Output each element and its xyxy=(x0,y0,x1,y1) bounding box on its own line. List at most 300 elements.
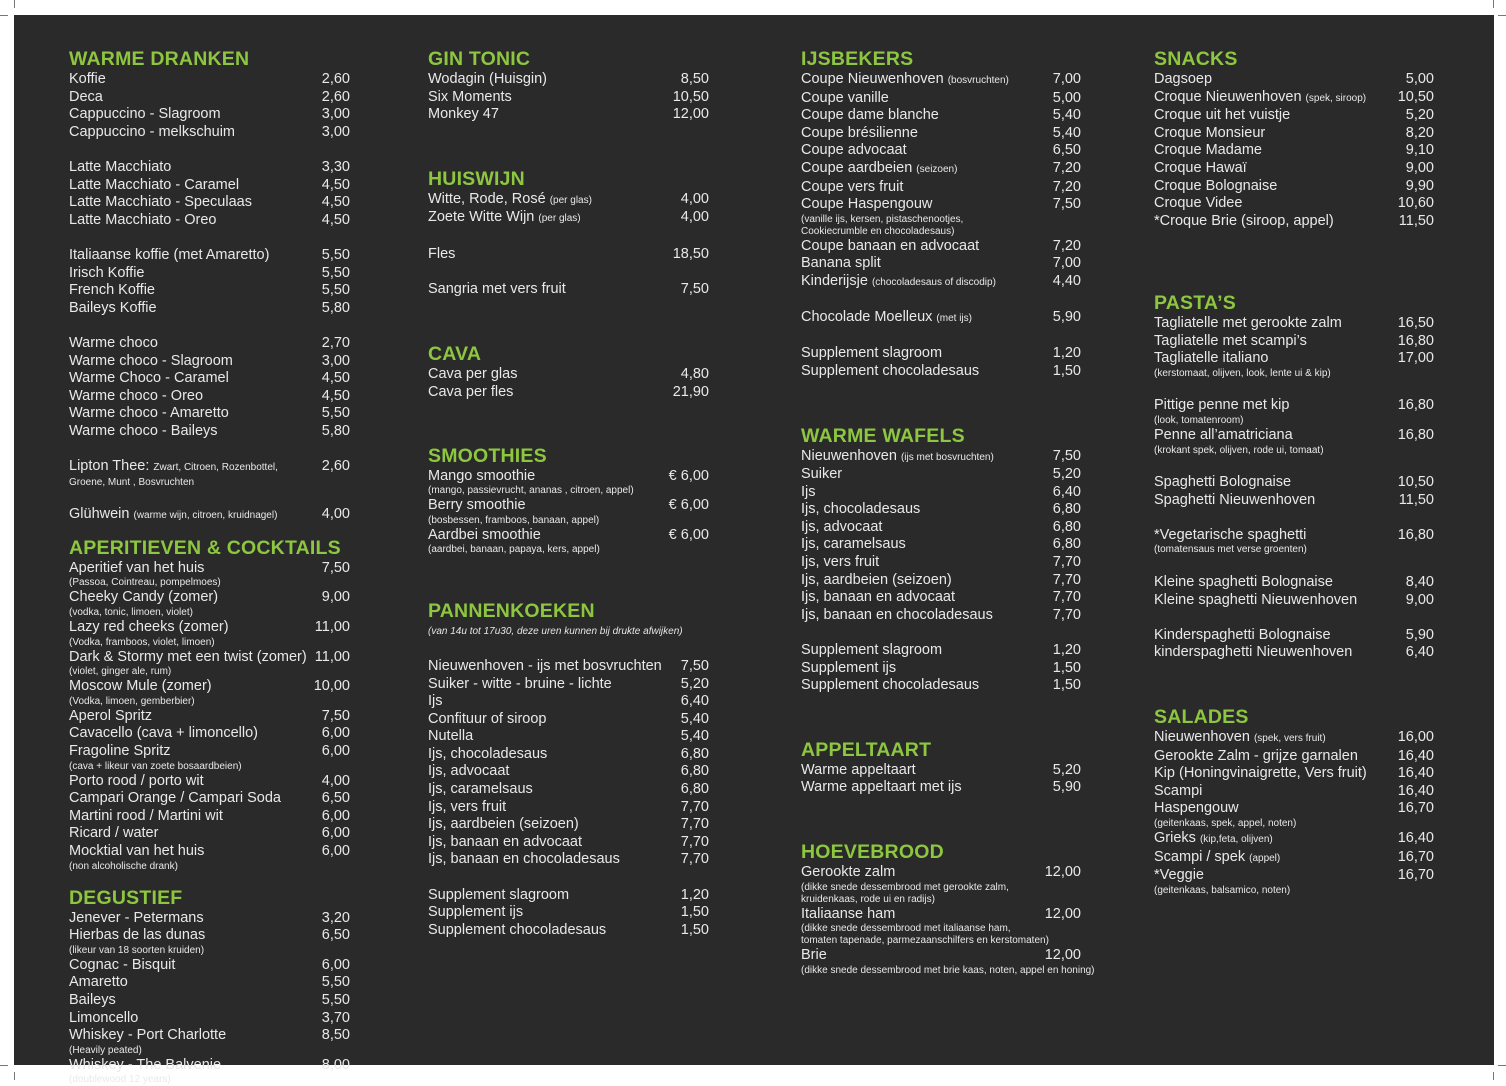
item-price: 16,50 xyxy=(1397,314,1434,331)
menu-item xyxy=(428,71,709,89)
menu-item xyxy=(69,708,350,726)
item-name: Koffie xyxy=(69,71,106,87)
menu-item xyxy=(1154,849,1434,868)
item-price: 6,50 xyxy=(321,790,350,807)
item-name: Gerookte Zalm - grijze garnalen xyxy=(1154,747,1358,764)
menu-item xyxy=(69,560,350,590)
menu-item xyxy=(428,106,709,124)
item-price: 8,40 xyxy=(1405,574,1434,591)
item-name: Supplement chocoladesaus xyxy=(801,362,980,379)
section-title: IJSBEKERS xyxy=(801,48,914,70)
menu-item xyxy=(801,125,1081,143)
item-price: 6,00 xyxy=(321,825,350,842)
section-title: HUISWIJN xyxy=(428,167,525,190)
item-price: 2,60 xyxy=(321,71,350,87)
item-name: Warme Choco - Caramel xyxy=(69,370,229,387)
item-price: 6,00 xyxy=(321,956,350,973)
item-price: 16,40 xyxy=(1397,765,1434,782)
item-description: (geitenkaas, spek, appel, noten) xyxy=(1154,818,1297,829)
item-name: Ijs, vers fruit xyxy=(801,554,880,571)
menu-item xyxy=(1154,397,1434,427)
item-price: 1,50 xyxy=(1052,677,1081,694)
item-price: 5,90 xyxy=(1052,309,1081,326)
menu-spacer xyxy=(801,624,1081,642)
item-name: Ijs, caramelsaus xyxy=(428,781,533,798)
menu-item xyxy=(69,927,350,957)
item-note: (spek, vers fruit) xyxy=(1253,733,1326,745)
crop-mark xyxy=(0,15,8,16)
menu-item xyxy=(428,246,709,264)
menu-spacer xyxy=(69,229,350,247)
item-name: Coupe Haspengouw xyxy=(801,196,933,213)
menu-item xyxy=(428,497,709,527)
item-name: Scampi / spek xyxy=(1154,848,1246,865)
item-price: 5,20 xyxy=(1405,107,1434,124)
item-price: 9,90 xyxy=(1405,177,1434,194)
menu-item xyxy=(428,384,709,402)
menu-spacer xyxy=(69,317,350,335)
menu-spacer xyxy=(1154,457,1434,475)
item-name: Ijs, banaan en chocoladesaus xyxy=(428,851,620,868)
item-price: 11,50 xyxy=(1398,212,1434,229)
item-name: Croque Hawaï xyxy=(1154,159,1247,176)
item-price: 6,80 xyxy=(1052,518,1081,535)
menu-section xyxy=(428,48,709,124)
menu-column xyxy=(1154,48,1434,897)
item-name: Ijs, banaan en chocoladesaus xyxy=(801,606,993,623)
item-name: Croque Nieuwenhoven xyxy=(1154,88,1302,105)
menu-item xyxy=(428,834,709,852)
section-title: HOEVEBROOD xyxy=(801,841,944,863)
item-name: Six Moments xyxy=(428,88,512,105)
item-name: Deca xyxy=(69,88,103,105)
menu-item xyxy=(801,466,1081,484)
item-price: 6,80 xyxy=(1052,536,1081,553)
item-name: Monkey 47 xyxy=(428,106,499,123)
menu-item xyxy=(69,124,350,142)
item-name: Witte, Rode, Rosé xyxy=(428,190,546,207)
menu-item xyxy=(69,910,350,928)
menu-item xyxy=(801,142,1081,160)
item-price: 12,00 xyxy=(1044,947,1081,964)
item-price: 5,40 xyxy=(1052,124,1081,141)
item-price: 4,00 xyxy=(321,506,350,523)
item-name: Chocolade Moelleux xyxy=(801,309,933,326)
menu-item xyxy=(69,212,350,230)
item-price: 7,70 xyxy=(680,798,709,815)
item-note: (kip,feta, olijven) xyxy=(1199,834,1273,845)
item-name: Scampi xyxy=(1154,782,1203,799)
menu-item xyxy=(69,423,350,441)
menu-section xyxy=(69,48,350,525)
menu-item xyxy=(69,589,350,619)
menu-spacer xyxy=(428,640,709,658)
section-title: APPELTAART xyxy=(801,738,932,761)
item-name: Campari Orange / Campari Soda xyxy=(69,790,281,807)
item-name: Coupe advocaat xyxy=(801,142,907,159)
menu-item xyxy=(69,843,350,873)
item-price: 3,00 xyxy=(321,352,350,369)
item-description: (Passoa, Cointreau, pompelmoes) xyxy=(69,577,221,589)
item-note: (bosvruchten) xyxy=(947,75,1009,86)
item-price: 7,50 xyxy=(321,559,350,576)
menu-item xyxy=(69,790,350,808)
menu-item xyxy=(1154,350,1434,380)
item-name: Ijs, chocoladesaus xyxy=(428,745,548,762)
item-price: 7,20 xyxy=(1052,237,1081,254)
item-name: Croque Videe xyxy=(1154,195,1243,212)
item-description: (vanille ijs, kersen, pistaschenootjes, Cookiecrumble en chocoladesaus) xyxy=(801,213,964,237)
menu-section xyxy=(428,168,709,299)
menu-item xyxy=(1154,627,1434,645)
menu-section xyxy=(801,425,1081,695)
menu-section xyxy=(428,600,709,939)
menu-spacer xyxy=(1154,230,1434,248)
item-price: 8,50 xyxy=(321,1027,350,1044)
menu-item xyxy=(69,1010,350,1028)
menu-item xyxy=(428,191,709,210)
item-description: (Vodka, framboos, violet, limoen) xyxy=(69,636,215,648)
item-price: 6,80 xyxy=(680,763,709,780)
item-name: Ijs xyxy=(801,483,816,500)
menu-sheet xyxy=(14,15,1494,1086)
item-name: Jenever - Petermans xyxy=(69,909,204,926)
item-name: Lazy red cheeks (zomer) xyxy=(69,619,229,636)
item-note: (met ijs) xyxy=(936,313,972,325)
section-intro: (van 14u tot 17u30, deze uren kunnen bij drukte afwijken) xyxy=(428,626,683,638)
menu-spacer xyxy=(1154,509,1434,527)
item-description: Groene, Munt , Bosvruchten xyxy=(69,476,195,488)
item-description: (non alcoholische drank) xyxy=(69,860,178,872)
section-title: APERITIEVEN & COCKTAILS xyxy=(69,536,341,559)
section-title: SMOOTHIES xyxy=(428,444,547,467)
section-title: CAVA xyxy=(428,343,482,366)
item-name: Nieuwenhoven xyxy=(1154,729,1250,746)
menu-item xyxy=(801,762,1081,780)
item-price: 1,50 xyxy=(680,921,709,938)
item-price: 7,70 xyxy=(1052,589,1081,606)
menu-spacer xyxy=(801,328,1081,346)
menu-item xyxy=(69,265,350,283)
item-price: 11,50 xyxy=(1398,491,1434,508)
menu-item xyxy=(801,660,1081,678)
item-name: Mocktial van het huis xyxy=(69,842,205,859)
item-price: 6,00 xyxy=(321,842,350,859)
item-name: Ijs, aardbeien (seizoen) xyxy=(801,571,952,588)
item-price: 7,70 xyxy=(680,833,709,850)
item-price: 6,00 xyxy=(321,743,350,759)
item-name: Haspengouw xyxy=(1154,800,1239,817)
item-price: 4,50 xyxy=(321,370,350,387)
menu-item xyxy=(1154,592,1434,610)
item-name: Ijs, vers fruit xyxy=(428,798,507,815)
item-name: Coupe aardbeien xyxy=(801,159,913,176)
item-price: 6,40 xyxy=(1405,644,1434,661)
item-name: Cappuccino - Slagroom xyxy=(69,106,221,123)
menu-spacer xyxy=(428,869,709,887)
item-price: 5,90 xyxy=(1052,779,1081,796)
item-name: Penne all’amatriciana xyxy=(1154,426,1293,443)
menu-item xyxy=(801,572,1081,590)
item-price: 5,50 xyxy=(321,264,350,281)
crop-mark xyxy=(1498,1065,1506,1066)
item-price: 9,00 xyxy=(1405,159,1434,176)
menu-item xyxy=(801,519,1081,537)
menu-item xyxy=(1154,89,1434,108)
item-name: Aperitief van het huis xyxy=(69,559,205,576)
menu-item xyxy=(69,506,350,525)
menu-item xyxy=(69,353,350,371)
item-name: Whiskey - Port Charlotte xyxy=(69,1027,227,1044)
menu-item xyxy=(69,388,350,406)
item-name: Kinderspaghetti Bolognaise xyxy=(1154,626,1331,643)
item-name: Cappuccino - melkschuim xyxy=(69,123,236,140)
item-description: (dikke snede dessembrood met gerookte zalm, kruidenkaas, rode ui en radijs) xyxy=(801,881,1009,905)
item-name: Supplement chocoladesaus xyxy=(801,677,980,694)
item-name: Brie xyxy=(801,947,827,964)
menu-item xyxy=(428,89,709,107)
section-title: SNACKS xyxy=(1154,48,1238,70)
menu-item xyxy=(801,90,1081,108)
item-name: Warme choco xyxy=(69,334,158,351)
item-price: 6,80 xyxy=(680,781,709,798)
menu-item xyxy=(801,642,1081,660)
menu-item xyxy=(801,677,1081,695)
item-name: Kinderijsje xyxy=(801,272,868,289)
item-name: Mango smoothie xyxy=(428,467,536,484)
item-price: 16,70 xyxy=(1397,800,1434,817)
item-name: Ijs, caramelsaus xyxy=(801,536,906,553)
item-name: Sangria met vers fruit xyxy=(428,280,566,297)
menu-item xyxy=(801,554,1081,572)
item-price: 6,50 xyxy=(1052,142,1081,159)
item-name: Cavacello (cava + limoncello) xyxy=(69,725,258,742)
menu-column xyxy=(69,48,350,1086)
item-price: 6,80 xyxy=(680,745,709,762)
item-price: 5,90 xyxy=(1405,626,1434,643)
crop-mark xyxy=(14,1072,15,1080)
item-name: Aperol Spritz xyxy=(69,707,153,724)
item-description: (dikke snede dessembrood met brie kaas, noten, appel en honing) xyxy=(801,964,1095,976)
item-name: Hierbas de las dunas xyxy=(69,927,206,944)
item-name: Glühwein xyxy=(69,506,130,523)
item-price: 6,00 xyxy=(321,725,350,742)
item-name: Gerookte zalm xyxy=(801,864,896,880)
item-price: € 6,00 xyxy=(668,497,709,514)
item-name: Coupe vanille xyxy=(801,89,889,106)
item-price: 8,00 xyxy=(321,1056,350,1073)
item-name: Ijs, advocaat xyxy=(801,518,883,535)
item-price: 8,50 xyxy=(680,71,709,87)
menu-section xyxy=(428,445,709,557)
item-name: Croque uit het vuistje xyxy=(1154,107,1291,124)
item-price: 3,00 xyxy=(321,106,350,123)
item-price: 16,80 xyxy=(1397,332,1434,349)
menu-item xyxy=(801,196,1081,238)
item-name: Spaghetti Bolognaise xyxy=(1154,474,1292,491)
item-price: 4,00 xyxy=(321,772,350,789)
item-name: Croque Monsieur xyxy=(1154,124,1266,141)
menu-item xyxy=(428,851,709,869)
item-price: 9,00 xyxy=(321,589,350,606)
item-price: 7,50 xyxy=(1052,447,1081,464)
menu-item xyxy=(801,71,1081,90)
item-price: 7,50 xyxy=(680,657,709,674)
item-note: (chocoladesaus of discodip) xyxy=(871,276,996,288)
item-price: 7,50 xyxy=(321,707,350,724)
menu-column xyxy=(428,48,709,939)
item-name: Whiskey - The Balvenie xyxy=(69,1056,222,1073)
item-price: 4,00 xyxy=(680,209,709,226)
menu-item xyxy=(1154,427,1434,457)
item-price: 16,70 xyxy=(1397,867,1434,884)
menu-item xyxy=(428,676,709,694)
item-name: kinderspaghetti Nieuwenhoven xyxy=(1154,644,1353,661)
item-note: (per glas) xyxy=(538,213,581,225)
item-name: Tagliatelle met gerookte zalm xyxy=(1154,314,1342,331)
menu-item xyxy=(1154,830,1434,849)
item-price: 7,70 xyxy=(1052,606,1081,623)
menu-item xyxy=(69,159,350,177)
item-name: Warme appeltaart xyxy=(801,761,916,778)
item-price: 5,20 xyxy=(1052,761,1081,778)
item-price: 16,80 xyxy=(1397,526,1434,543)
item-description: (aardbei, banaan, papaya, kers, appel) xyxy=(428,544,600,556)
item-name: Fles xyxy=(428,245,456,262)
menu-spacer xyxy=(69,141,350,159)
item-name: Italiaanse koffie (met Amaretto) xyxy=(69,246,270,263)
item-price: 5,50 xyxy=(321,246,350,263)
menu-spacer xyxy=(1154,609,1434,627)
item-name: Porto rood / porto wit xyxy=(69,772,204,789)
item-name: Ijs, banaan en advocaat xyxy=(428,833,582,850)
item-description: (dikke snede dessembrood met italiaanse ham, tomaten tapenade, parmezaanschilfers en kerstomaten) xyxy=(801,923,1049,947)
item-name: Suiker xyxy=(801,466,843,483)
item-price: 6,40 xyxy=(680,693,709,710)
menu-item xyxy=(69,282,350,300)
menu-item xyxy=(801,947,1095,977)
item-name: Cognac - Bisquit xyxy=(69,956,176,973)
item-price: 16,40 xyxy=(1397,782,1434,799)
menu-spacer xyxy=(69,489,350,507)
menu-spacer xyxy=(428,228,709,246)
item-price: 7,70 xyxy=(680,851,709,868)
menu-item xyxy=(69,974,350,992)
item-name: *Vegetarische spaghetti xyxy=(1154,526,1307,543)
menu-item xyxy=(428,887,709,905)
item-price: 8,20 xyxy=(1405,124,1434,141)
section-title: DEGUSTIEF xyxy=(69,886,183,909)
item-name: Supplement slagroom xyxy=(801,345,943,362)
menu-section xyxy=(1154,706,1434,897)
item-price: 12,00 xyxy=(1044,864,1081,880)
item-name: Nieuwenhoven - ijs met bosvruchten xyxy=(428,657,662,674)
item-price: 4,50 xyxy=(321,176,350,193)
item-description: (geitenkaas, balsamico, noten) xyxy=(1154,884,1291,896)
item-name: Moscow Mule (zomer) xyxy=(69,678,212,695)
item-name: Cheeky Candy (zomer) xyxy=(69,589,219,606)
item-price: 16,40 xyxy=(1397,747,1434,764)
item-name: Croque Bolognaise xyxy=(1154,177,1278,194)
item-price: 9,10 xyxy=(1405,142,1434,159)
item-name: Coupe banaan en advocaat xyxy=(801,237,980,254)
item-name: Ijs, banaan en advocaat xyxy=(801,589,955,606)
menu-item xyxy=(1154,315,1434,333)
item-name: Cava per fles xyxy=(428,383,514,400)
item-price: 4,50 xyxy=(321,211,350,228)
item-note: (appel) xyxy=(1249,852,1281,864)
item-price: 4,80 xyxy=(680,366,709,383)
item-name: Baileys Koffie xyxy=(69,299,157,316)
item-name: Confituur of siroop xyxy=(428,710,547,727)
crop-mark xyxy=(1498,15,1506,16)
menu-item xyxy=(1154,492,1434,510)
item-price: 7,00 xyxy=(1052,71,1081,87)
item-price: 6,80 xyxy=(1052,501,1081,518)
item-name: Warme choco - Oreo xyxy=(69,387,204,404)
item-price: 5,80 xyxy=(321,422,350,439)
menu-item xyxy=(1154,574,1434,592)
item-price: 4,00 xyxy=(680,190,709,207)
menu-item xyxy=(69,649,350,679)
item-name: Warme appeltaart met ijs xyxy=(801,779,962,796)
item-description: (tomatensaus met verse groenten) xyxy=(1154,544,1307,556)
menu-item xyxy=(801,484,1081,502)
item-name: Supplement chocoladesaus xyxy=(428,921,607,938)
item-name: Fragoline Spritz xyxy=(69,743,171,759)
menu-section xyxy=(428,343,709,401)
menu-item xyxy=(801,906,1081,948)
item-name: Dark & Stormy met een twist (zomer) xyxy=(69,648,307,665)
item-name: Limoncello xyxy=(69,1009,139,1026)
menu-item xyxy=(1154,748,1434,766)
menu-item xyxy=(1154,644,1434,662)
menu-spacer xyxy=(1154,556,1434,574)
item-price: 10,60 xyxy=(1397,195,1434,212)
menu-section xyxy=(69,537,350,873)
item-price: 5,20 xyxy=(680,675,709,692)
item-name: Supplement slagroom xyxy=(801,642,943,659)
item-name: Kleine spaghetti Bolognaise xyxy=(1154,574,1333,591)
menu-item xyxy=(69,743,350,773)
item-price: 1,50 xyxy=(1052,362,1081,379)
item-name: Tagliatelle italiano xyxy=(1154,350,1269,367)
item-name: Kip (Honingvinaigrette, Vers fruit) xyxy=(1154,765,1367,782)
item-name: Latte Macchiato - Oreo xyxy=(69,211,217,228)
menu-item xyxy=(69,725,350,743)
item-price: 1,20 xyxy=(1052,345,1081,362)
menu-item xyxy=(428,816,709,834)
menu-item xyxy=(801,536,1081,554)
item-name: Latte Macchiato xyxy=(69,158,172,175)
item-name: Irisch Koffie xyxy=(69,264,145,281)
menu-item xyxy=(69,247,350,265)
item-note: (per glas) xyxy=(549,194,592,206)
item-note: (spek, siroop) xyxy=(1305,92,1367,104)
item-name: Nutella xyxy=(428,728,474,745)
item-name: Tagliatelle met scampi’s xyxy=(1154,332,1307,349)
menu-item xyxy=(801,345,1081,363)
menu-item xyxy=(801,107,1081,125)
item-price: 1,50 xyxy=(680,904,709,921)
item-description: (likeur van 18 soorten kruiden) xyxy=(69,944,205,956)
menu-item xyxy=(428,711,709,729)
item-name: Coupe Nieuwenhoven xyxy=(801,71,944,87)
section-title: SALADES xyxy=(1154,706,1249,729)
menu-section xyxy=(1154,292,1434,662)
item-description: (Vodka, limoen, gemberbier) xyxy=(69,695,195,707)
menu-item xyxy=(69,992,350,1010)
